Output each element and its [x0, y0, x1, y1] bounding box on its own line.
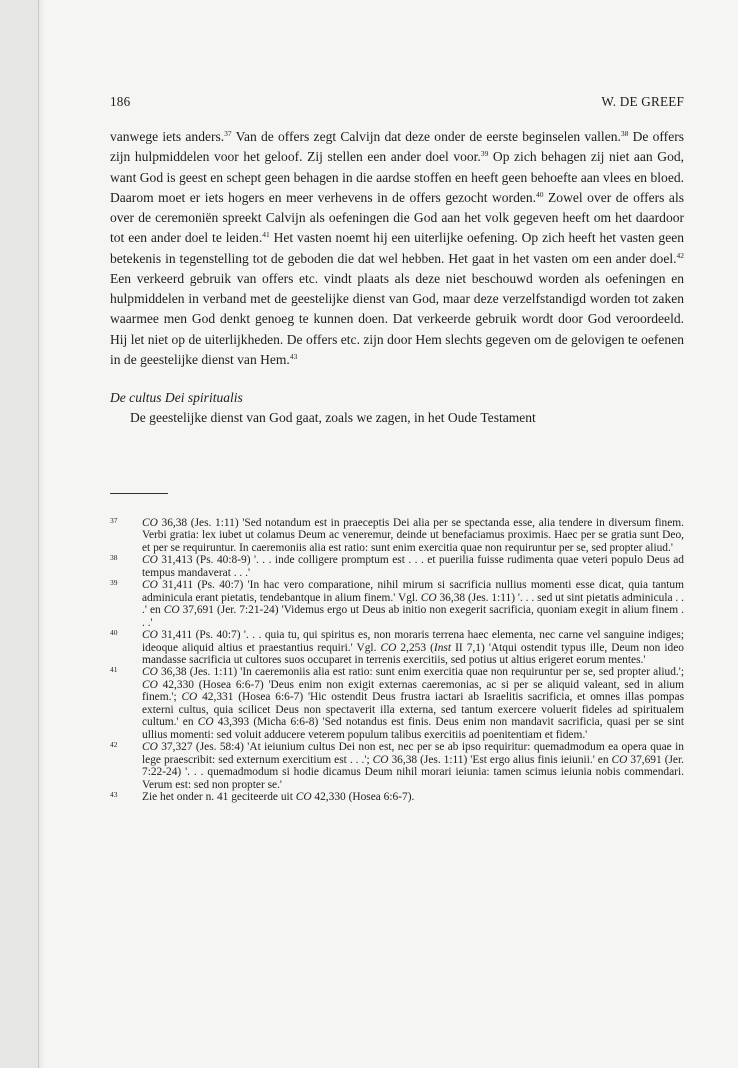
- paragraph-text: Zowel over de offers als over de ceremoniën spreekt Calvijn als oefeningen die God aan het volk gegeven heeft om het daardoor tot een ander doel te leiden.: [110, 189, 684, 246]
- footnote-reference: 39: [480, 149, 489, 159]
- footnote-number: 43: [110, 789, 118, 799]
- footnote-text: 31,411 (Ps. 40:7) '. . . quia tu, qui spiritus es, non moraris terrena haec elementa, nec carne vel sanguine indiges; ideoque aliquid altius et praestantius requiri.' Vgl.: [142, 629, 684, 654]
- footnotes: [110, 517, 684, 803]
- footnote-italic: CO: [420, 591, 437, 604]
- footnote-italic: CO: [163, 604, 180, 617]
- footnote: [110, 554, 684, 579]
- footnote-text: 37,691 (Jer. 7:21-24) 'Videmus ergo ut Deus ab initio non exegerit sacrificia, quoniam exegit in alium finem . . .': [142, 604, 684, 629]
- page-number: 186: [110, 94, 131, 109]
- footnote-italic: Inst: [433, 641, 452, 654]
- footnote: [110, 666, 684, 741]
- footnote-reference: 41: [262, 230, 270, 240]
- footnote: [110, 741, 684, 791]
- footnote: [110, 629, 684, 666]
- footnote-text: 36,38 (Jes. 1:11) 'In caeremoniis alia est ratio: sunt enim exercitia quae non requiruntur per se, sed propter aliud.';: [157, 666, 684, 679]
- footnote-number: 39: [110, 578, 118, 588]
- section-first-line: [110, 408, 684, 428]
- footnote-text: 31,411 (Ps. 40:7) 'In hac vero comparatione, nihil mirum si sacrificia nullius momenti esse dicat, quia tantum adminicula erant pietatis, tendebantque in alium finem.' Vgl.: [142, 579, 684, 604]
- paragraph-text: De offers zijn hulpmiddelen voor het geloof. Zij stellen een ander doel voor.: [110, 129, 684, 165]
- footnote-italic: CO: [142, 666, 158, 679]
- footnote-reference: 42: [676, 250, 684, 260]
- paragraph-text: Op zich behagen zij niet aan God, want God is geest en schept geen behagen in die aardse stoffen en heeft geen behoefte aan vlees en bloed. Daarom moet er iets hogers en meer verhevens in de offers gezocht worden.: [110, 149, 685, 205]
- footnote-text: 37,327 (Jes. 58:4) 'At ieiunium cultus Dei non est, nec per se ab ipso requiritur: quemadmodum ea opera quae in lege praescribit: sed externum exercitium est . . .';: [142, 741, 684, 766]
- footnote-body: [142, 741, 684, 790]
- footnote-text: 42,330 (Hosea 6:6-7) 'Deus enim non exigit externas caeremonias, ac si per se aliquid valeant, sed in alium finem.';: [142, 678, 684, 704]
- footnote-text: 36,38 (Jes. 1:11) 'Sed notandum est in praeceptis Dei alia per se spectanda esse, alia tendere in diversum finem. Verbi gratia: lex iubet ut colamus Deum ac veneremur, deinde ut benefaciamus proximis. Haec per se gratia sunt Deo, et per se requiruntur. In caeremoniis alia est ratio: sunt enim exercitia quae non requiruntur per se, sed propter aliud.': [142, 517, 684, 554]
- footnote-italic: CO: [142, 629, 158, 642]
- footnote-text: 37,691 (Jer. 7:22-24) '. . . quemadmodum si hodie dicamus Deum nihil morari ieiunia: tamen scimus ieiunia nobis commendari. Verum est: sed non propter se.': [142, 753, 684, 791]
- footnote-reference: 43: [289, 351, 298, 361]
- footnote-text: 2,253 (: [396, 641, 434, 654]
- running-head-author: W. DE GREEF: [601, 94, 684, 109]
- footnote-body: [142, 629, 684, 666]
- footnote-text: 36,38 (Jes. 1:11) 'Est ergo alius finis ieiunii.' en: [388, 753, 612, 766]
- footnote-body: [142, 517, 684, 554]
- footnote-text: 42,331 (Hosea 6:6-7) 'Hic ostendit Deus frustra iactari ab Israelitis sacrificia, et omnes illas pompas externi cultus, quia scilicet Deus non spectaverit illa externa, sed tantum exercere voluerit fideles ad spiritualem cultum.' en: [142, 691, 684, 729]
- footnote-italic: CO: [611, 753, 628, 766]
- footnote-text: 43,393 (Micha 6:6-8) 'Sed notandus est finis. Deus enim non mandavit sacrificia, quasi per se sint ullius momenti: sed voluit adducere veterem populum talibus exercitiis ad poenitentiam et fidem.': [142, 716, 684, 741]
- footnote-text: Zie het onder n. 41 geciteerde uit: [142, 790, 296, 803]
- footnote-italic: CO: [142, 741, 158, 754]
- footnote-rule: [110, 493, 168, 494]
- footnote-body: [142, 791, 414, 803]
- body-paragraph: [110, 127, 684, 370]
- footnote-body: [142, 554, 684, 578]
- footnote: [110, 791, 684, 803]
- main-text: [110, 127, 684, 429]
- paragraph-text: Het vasten noemt hij een uiterlijke oefening. Op zich heeft het vasten geen betekenis in tegenstelling tot de geboden die dat wel hebben. Het gaat in het vasten om een ander doel.: [110, 230, 684, 266]
- paragraph-text: Een verkeerd gebruik van offers etc. vindt plaats als deze niet beschouwd worden als oefeningen en hulpmiddelen in verband met de geestelijke dienst van God, maar deze verzelfstandigd worden tot zaken waarmee men God denkt genoeg te kunnen doen. Dat verkeerde gebruik wordt door God veroordeeld. Hij let niet op de uiterlijkheden. De offers etc. zijn door Hem slechts gegeven om de gelovigen te oefenen in de geestelijke dienst van Hem.: [110, 270, 684, 367]
- footnote-italic: CO: [380, 641, 397, 654]
- footnote-italic: CO: [181, 691, 198, 704]
- footnote-number: 42: [110, 740, 118, 750]
- footnote-italic: CO: [295, 790, 312, 803]
- footnote-italic: CO: [142, 554, 158, 567]
- section-first-line-text: De geestelijke dienst van God gaat, zoals we zagen, in het Oude Testament: [130, 410, 536, 426]
- footnote-reference: 38: [620, 129, 629, 138]
- paragraph-text: Van de offers zegt Calvijn dat deze onder de eerste beginselen vallen.: [231, 129, 621, 144]
- footnote-reference: 40: [536, 189, 544, 199]
- footnote-text: 36,38 (Jes. 1:11) '. . . sed ut sint pietatis adminicula . . .' en: [142, 591, 684, 617]
- footnote-text: 31,413 (Ps. 40:8-9) '. . . inde colligere promptum est . . . et puerilia fuisse rudimenta quae veteri populo Deus ad tempus mandaverat . . .': [142, 554, 684, 579]
- section-heading: De cultus Dei spiritualis: [110, 390, 243, 405]
- footnote-text: 42,330 (Hosea 6:6-7).: [311, 790, 415, 803]
- footnote-italic: CO: [372, 753, 389, 766]
- footnote-body: [142, 666, 684, 740]
- footnote-italic: CO: [142, 678, 158, 691]
- footnote-number: 37: [110, 516, 118, 525]
- footnote-italic: CO: [197, 716, 214, 729]
- footnote-italic: CO: [142, 579, 158, 592]
- footnote-number: 38: [110, 553, 118, 563]
- footnote: [110, 579, 684, 629]
- footnote-reference: 37: [224, 129, 232, 138]
- footnote-text: II 7,1) 'Atqui ostendit typus ille, Deum non ideo mandasse sacrificia ut cultores suos occuparet in terrenis exercitiis, sed potius ut altius erigeret eorum mentes.': [142, 641, 684, 666]
- footnote-number: 40: [110, 628, 118, 638]
- running-header: [110, 94, 684, 112]
- footnote-italic: CO: [142, 517, 158, 529]
- footnote-body: [142, 579, 684, 628]
- paragraph-text: vanwege iets anders.: [110, 129, 225, 144]
- footnote: [110, 517, 684, 554]
- footnote-number: 41: [110, 665, 118, 675]
